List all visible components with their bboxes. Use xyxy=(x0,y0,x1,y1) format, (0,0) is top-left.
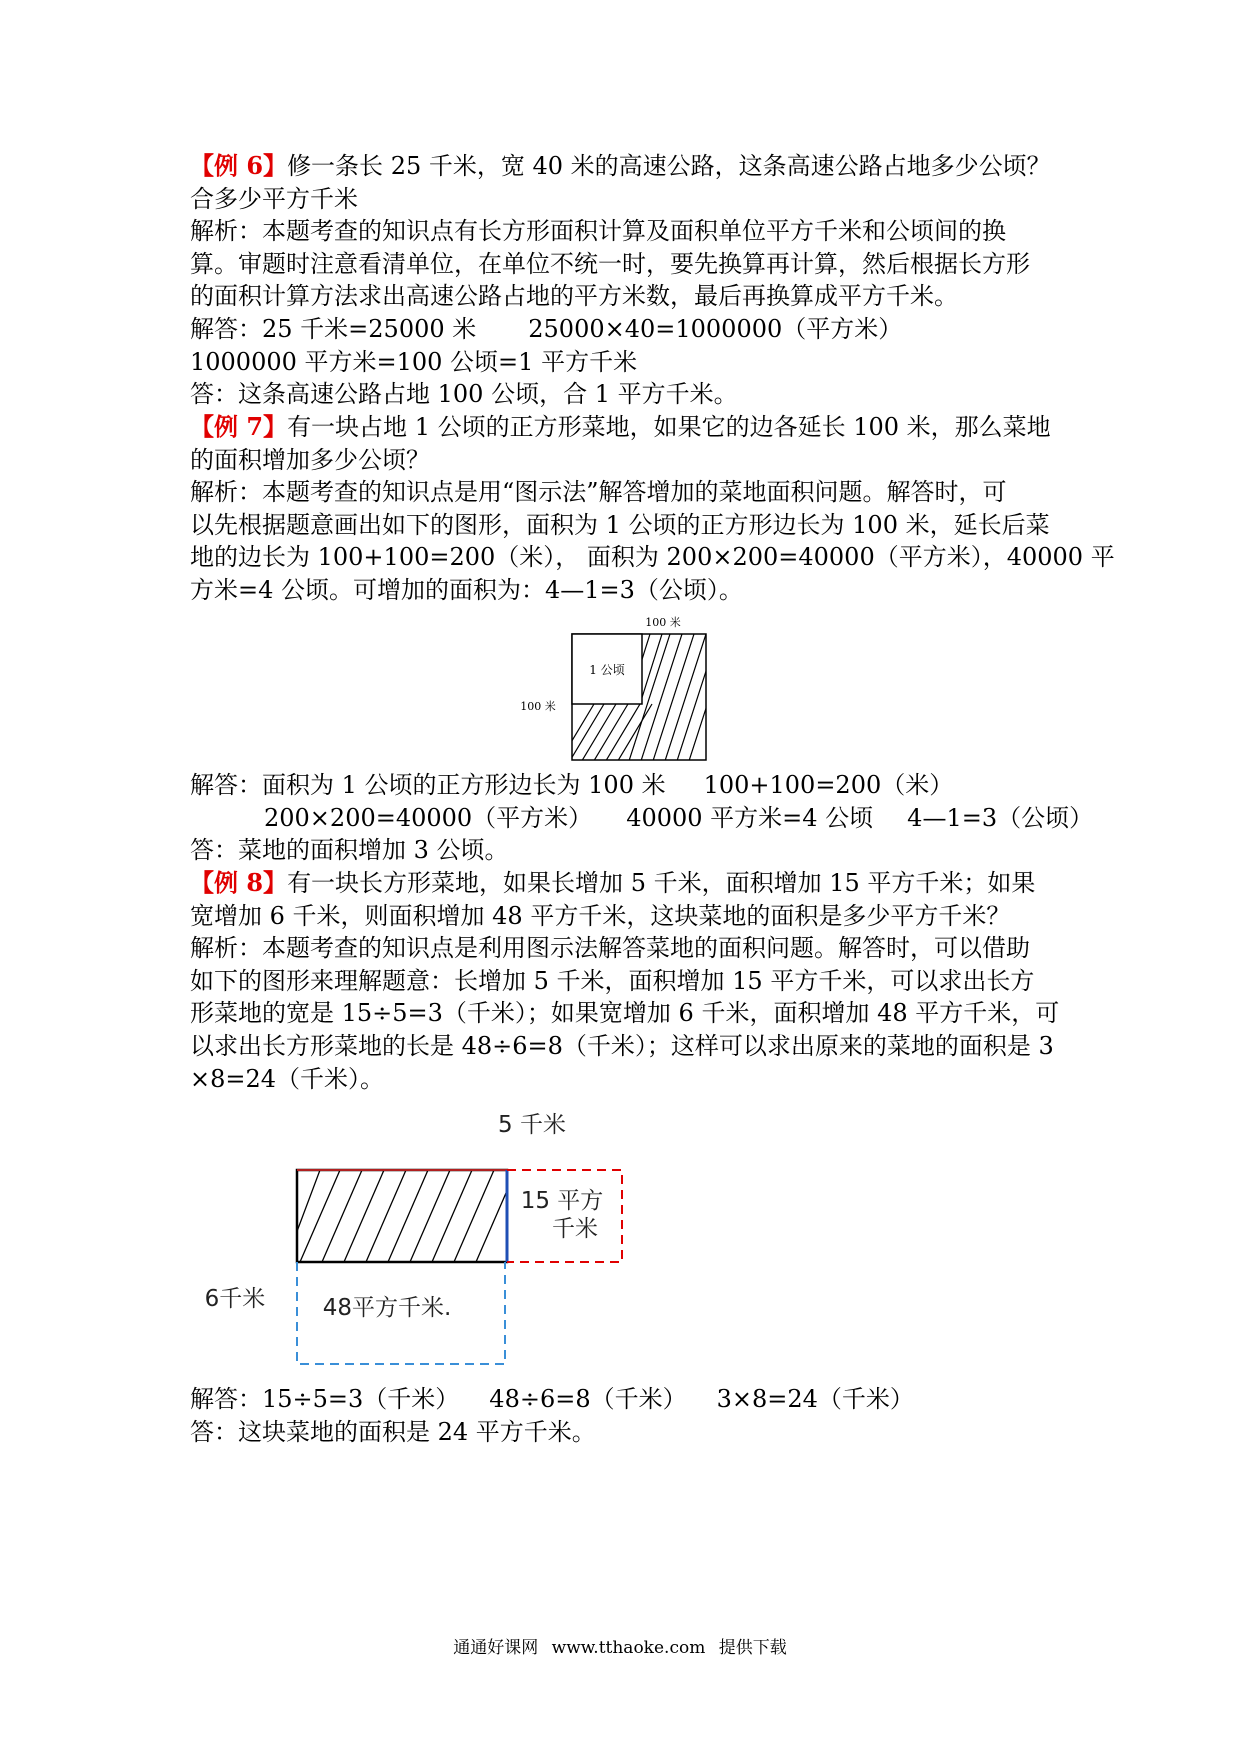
footer-suffix: 提供下载 xyxy=(718,1638,787,1658)
example-8-analysis-line-3: 形菜地的宽是 15÷5=3（千米）；如果宽增加 6 千米，面积增加 48 平方千米，可 xyxy=(190,999,1060,1028)
example-7-square-diagram xyxy=(520,612,720,764)
example-7-analysis-line-1: 解析：本题考查的知识点是用“图示法”解答增加的菜地面积问题。解答时，可 xyxy=(190,478,1007,507)
example-6-analysis-line-3: 的面积计算方法求出高速公路占地的平方米数，最后再换算成平方千米。 xyxy=(190,282,958,311)
example-6-question-line-1: 修一条长 25 千米，宽 40 米的高速公路，这条高速公路占地多少公顷？ xyxy=(287,152,1051,180)
example-7-analysis-line-4: 方米=4 公顷。可增加的面积为：4—1=3（公顷）。 xyxy=(190,575,743,604)
example-6-analysis-line-2: 算。审题时注意看清单位，在单位不统一时，要先换算再计算，然后根据长方形 xyxy=(190,249,1030,278)
example-8-top-label: 5 千米 xyxy=(498,1112,566,1138)
example-7-solution-step-2: 100+100=200（米） xyxy=(703,771,954,799)
example-7-analysis-line-2: 以先根据题意画出如下的图形，面积为 1 公顷的正方形边长为 100 米，延长后菜 xyxy=(190,510,1050,539)
footer-site-name: 通通好课网 xyxy=(453,1638,539,1658)
example-8-question-line-2: 宽增加 6 千米，则面积增加 48 平方千米，这块菜地的面积是多少平方千米？ xyxy=(190,901,1011,930)
example-8-solution-step-3: 3×8=24（千米） xyxy=(716,1385,914,1413)
example-8-hatch xyxy=(290,1170,516,1262)
example-7-question-line-1: 有一块占地 1 公顷的正方形菜地，如果它的边各延长 100 米，那么菜地 xyxy=(287,413,1051,441)
example-8-solution-step-2: 48÷6=8（千米） xyxy=(489,1385,687,1413)
example-8-bottom-label: 48平方千米. xyxy=(322,1295,452,1321)
example-8-question-line-1: 有一块长方形菜地，如果长增加 5 千米，面积增加 15 平方千米；如果 xyxy=(287,869,1036,897)
example-8-solution-label: 解答： xyxy=(190,1385,262,1413)
example-6-solution-step-1: 25 千米=25000 米 xyxy=(262,314,477,343)
example-7-solution xyxy=(190,769,1094,867)
example-6-analysis-line-1: 解析：本题考查的知识点有长方形面积计算及面积单位平方千米和公顷间的换 xyxy=(190,217,1006,246)
example-7-solution-step-4: 40000 平方米=4 公顷 xyxy=(626,803,874,832)
example-7-tag: 【例 7】 xyxy=(190,412,288,441)
example-6 xyxy=(190,150,1060,411)
example-7-solution-step-3: 200×200=40000（平方米） xyxy=(264,803,593,832)
example-7 xyxy=(190,411,1115,607)
example-7-analysis-line-3: 地的边长为 100+100=200（米）， 面积为 200×200=40000（平方米），40000 平 xyxy=(190,543,1115,572)
example-6-tag: 【例 6】 xyxy=(190,151,288,180)
example-8-right-label-line-2: 千米 xyxy=(552,1216,598,1242)
example-8-tag: 【例 8】 xyxy=(190,868,288,897)
example-8 xyxy=(190,867,1060,1095)
example-6-solution-label: 解答： xyxy=(190,314,262,343)
example-8-analysis-line-2: 如下的图形来理解题意：长增加 5 千米，面积增加 15 平方千米，可以求出长方 xyxy=(190,966,1035,995)
example-7-side-label: 100 米 xyxy=(520,700,556,713)
example-8-analysis-line-1: 解析：本题考查的知识点是利用图示法解答菜地的面积问题。解答时，可以借助 xyxy=(190,934,1030,963)
example-7-solution-step-5: 4—1=3（公顷） xyxy=(907,803,1094,832)
example-7-inner-label: 1 公顷 xyxy=(589,663,625,677)
example-6-answer: 答：这条高速公路占地 100 公顷，合 1 平方千米。 xyxy=(190,380,738,409)
example-8-right-label-line-1: 15 平方 xyxy=(520,1188,604,1214)
example-8-rectangle-diagram xyxy=(190,1110,650,1370)
example-8-left-label: 6千米 xyxy=(204,1286,266,1312)
example-6-solution-step-2: 25000×40=1000000（平方米） xyxy=(528,314,903,343)
example-7-solution-label: 解答： xyxy=(190,771,262,799)
example-8-answer: 答：这块菜地的面积是 24 平方千米。 xyxy=(190,1417,596,1446)
page-footer xyxy=(0,1633,1240,1658)
footer-url[interactable]: www.tthaoke.com xyxy=(551,1638,706,1658)
example-8-solution xyxy=(190,1383,1060,1448)
example-7-answer: 答：菜地的面积增加 3 公顷。 xyxy=(190,836,509,865)
example-8-solution-step-1: 15÷5=3（千米） xyxy=(262,1385,460,1413)
example-7-top-label: 100 米 xyxy=(645,616,681,629)
example-7-question-line-2: 的面积增加多少公顷？ xyxy=(190,445,430,474)
example-7-solution-step-1: 面积为 1 公顷的正方形边长为 100 米 xyxy=(262,771,666,799)
example-8-analysis-line-4: 以求出长方形菜地的长是 48÷6=8（千米）；这样可以求出原来的菜地的面积是 3 xyxy=(190,1031,1054,1060)
example-8-analysis-line-5: ×8=24（千米）。 xyxy=(190,1064,385,1093)
example-6-question-line-2: 合多少平方千米 xyxy=(190,184,358,213)
example-6-solution-step-3: 1000000 平方米=100 公顷=1 平方千米 xyxy=(190,347,638,376)
